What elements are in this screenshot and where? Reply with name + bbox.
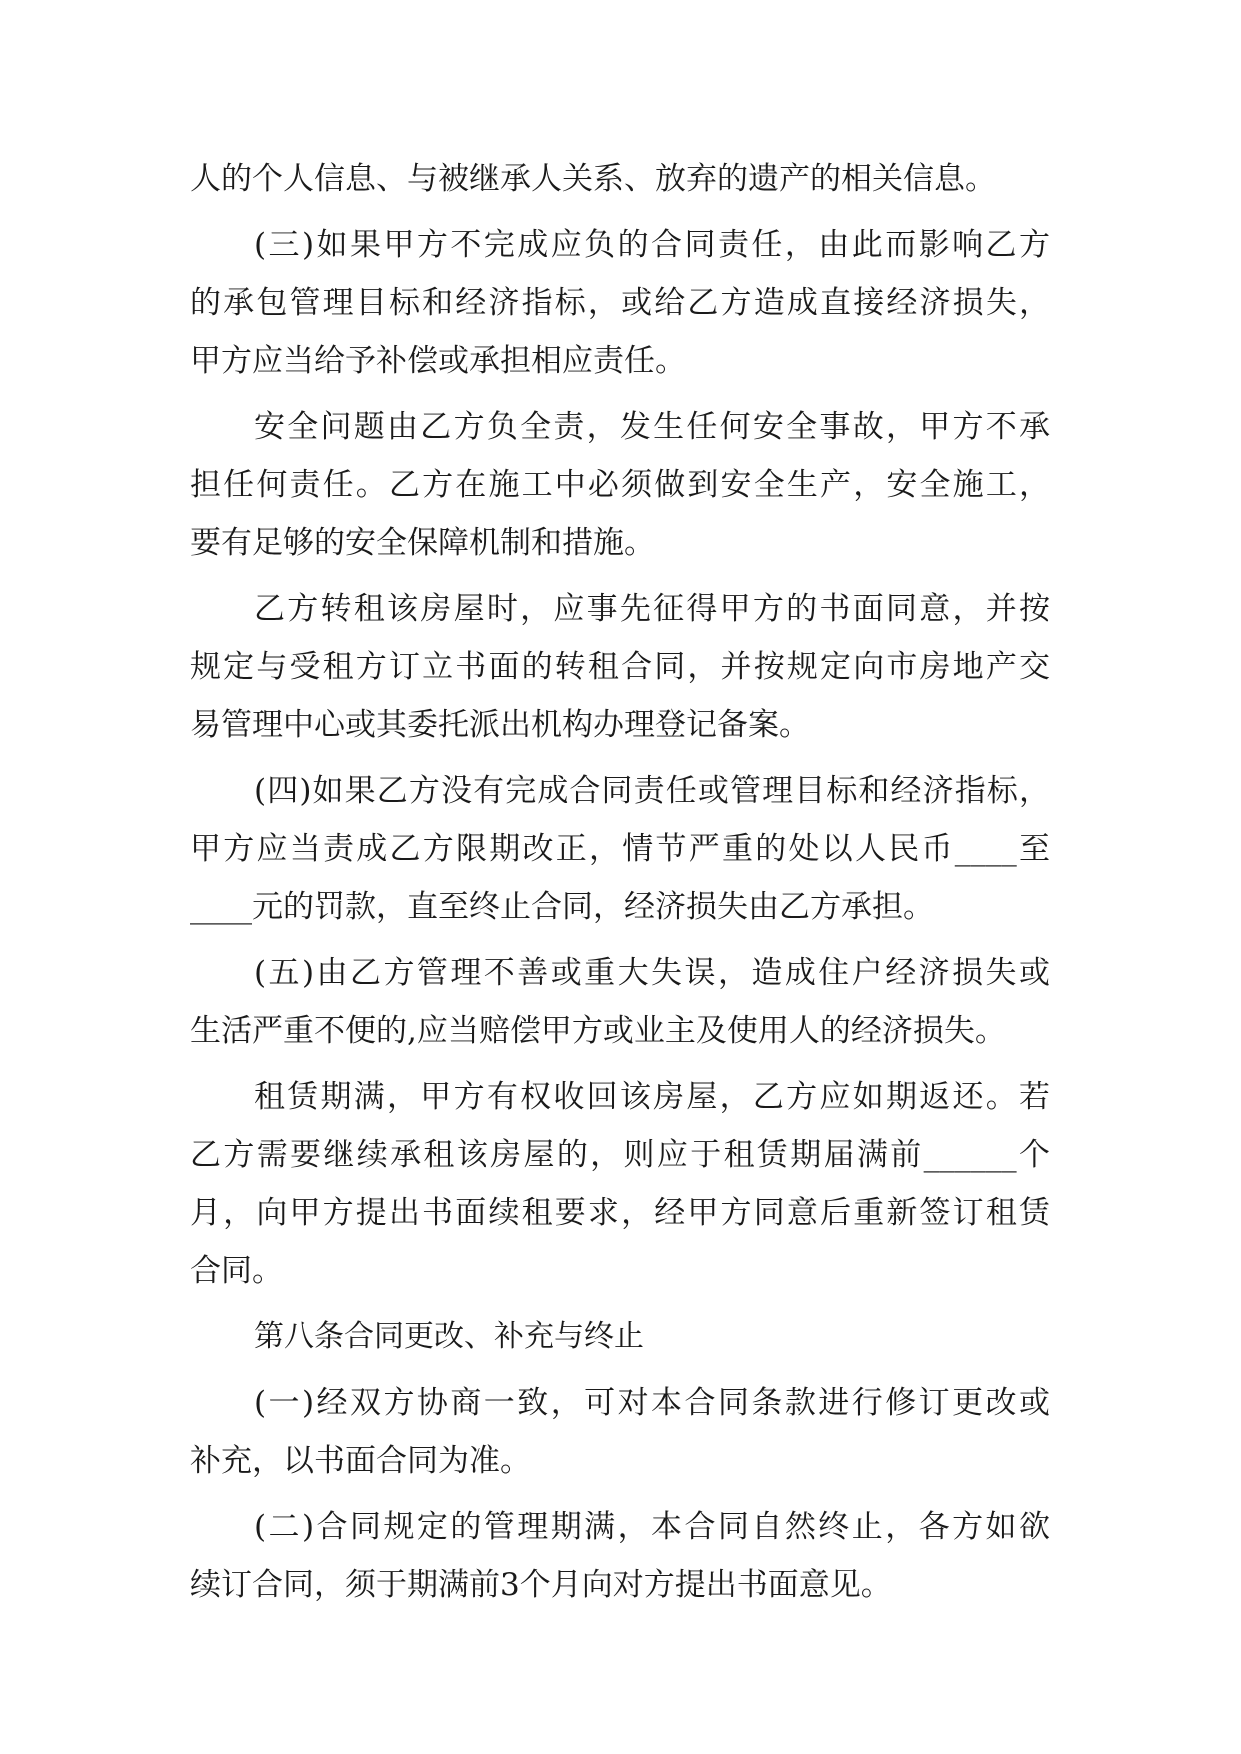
text-line: (一)经双方协商一致，可对本合同条款进行修订更改或 bbox=[254, 1385, 1050, 1421]
text-line: (四)如果乙方没有完成合同责任或管理目标和经济指标， bbox=[254, 773, 1050, 809]
paragraph-clause-8-2 bbox=[190, 1498, 1050, 1614]
text-line: 的承包管理目标和经济指标，或给乙方造成直接经济损失， bbox=[190, 285, 1050, 321]
paragraph-lease-expiry bbox=[190, 1068, 1050, 1300]
text-line: 月，向甲方提出书面续租要求，经甲方同意后重新签订租赁 bbox=[190, 1195, 1050, 1231]
paragraph-clause-8-1 bbox=[190, 1374, 1050, 1490]
paragraph-safety bbox=[190, 398, 1050, 572]
paragraph-continuation bbox=[190, 150, 1050, 208]
text-line: ____元的罚款，直至终止合同，经济损失由乙方承担。 bbox=[190, 889, 934, 925]
paragraph-clause-5 bbox=[190, 944, 1050, 1060]
text-line: (二)合同规定的管理期满，本合同自然终止，各方如欲 bbox=[254, 1509, 1050, 1545]
text-line: 安全问题由乙方负全责，发生任何安全事故，甲方不承 bbox=[254, 409, 1050, 445]
text-line: 甲方应当责成乙方限期改正，情节严重的处以人民币____至 bbox=[190, 831, 1050, 867]
document-page bbox=[190, 150, 1050, 1622]
text-line: 续订合同，须于期满前3个月向对方提出书面意见。 bbox=[190, 1567, 892, 1603]
text-line: 担任何责任。乙方在施工中必须做到安全生产，安全施工， bbox=[190, 467, 1050, 503]
paragraph-clause-3 bbox=[190, 216, 1050, 390]
section-title: 第八条合同更改、补充与终止 bbox=[254, 1319, 644, 1354]
text-line: 乙方需要继续承租该房屋的，则应于租赁期届满前______个 bbox=[190, 1137, 1050, 1173]
text-line: 规定与受租方订立书面的转租合同，并按规定向市房地产交 bbox=[190, 649, 1050, 685]
text-line: 补充，以书面合同为准。 bbox=[190, 1443, 531, 1479]
text-line: 人的个人信息、与被继承人关系、放弃的遗产的相关信息。 bbox=[190, 161, 996, 197]
text-line: 合同。 bbox=[190, 1253, 283, 1289]
paragraph-sublease bbox=[190, 580, 1050, 754]
text-line: 生活严重不便的,应当赔偿甲方或业主及使用人的经济损失。 bbox=[190, 1013, 1006, 1049]
text-line: 要有足够的安全保障机制和措施。 bbox=[190, 525, 655, 561]
text-line: (三)如果甲方不完成应负的合同责任，由此而影响乙方 bbox=[254, 227, 1050, 263]
text-line: 易管理中心或其委托派出机构办理登记备案。 bbox=[190, 707, 810, 743]
text-line: (五)由乙方管理不善或重大失误，造成住户经济损失或 bbox=[254, 955, 1050, 991]
text-line: 乙方转租该房屋时，应事先征得甲方的书面同意，并按 bbox=[254, 591, 1050, 627]
text-line: 租赁期满，甲方有权收回该房屋，乙方应如期返还。若 bbox=[254, 1079, 1050, 1115]
text-line: 甲方应当给予补偿或承担相应责任。 bbox=[190, 343, 686, 379]
section-heading-article-8 bbox=[190, 1308, 1050, 1366]
paragraph-clause-4 bbox=[190, 762, 1050, 936]
